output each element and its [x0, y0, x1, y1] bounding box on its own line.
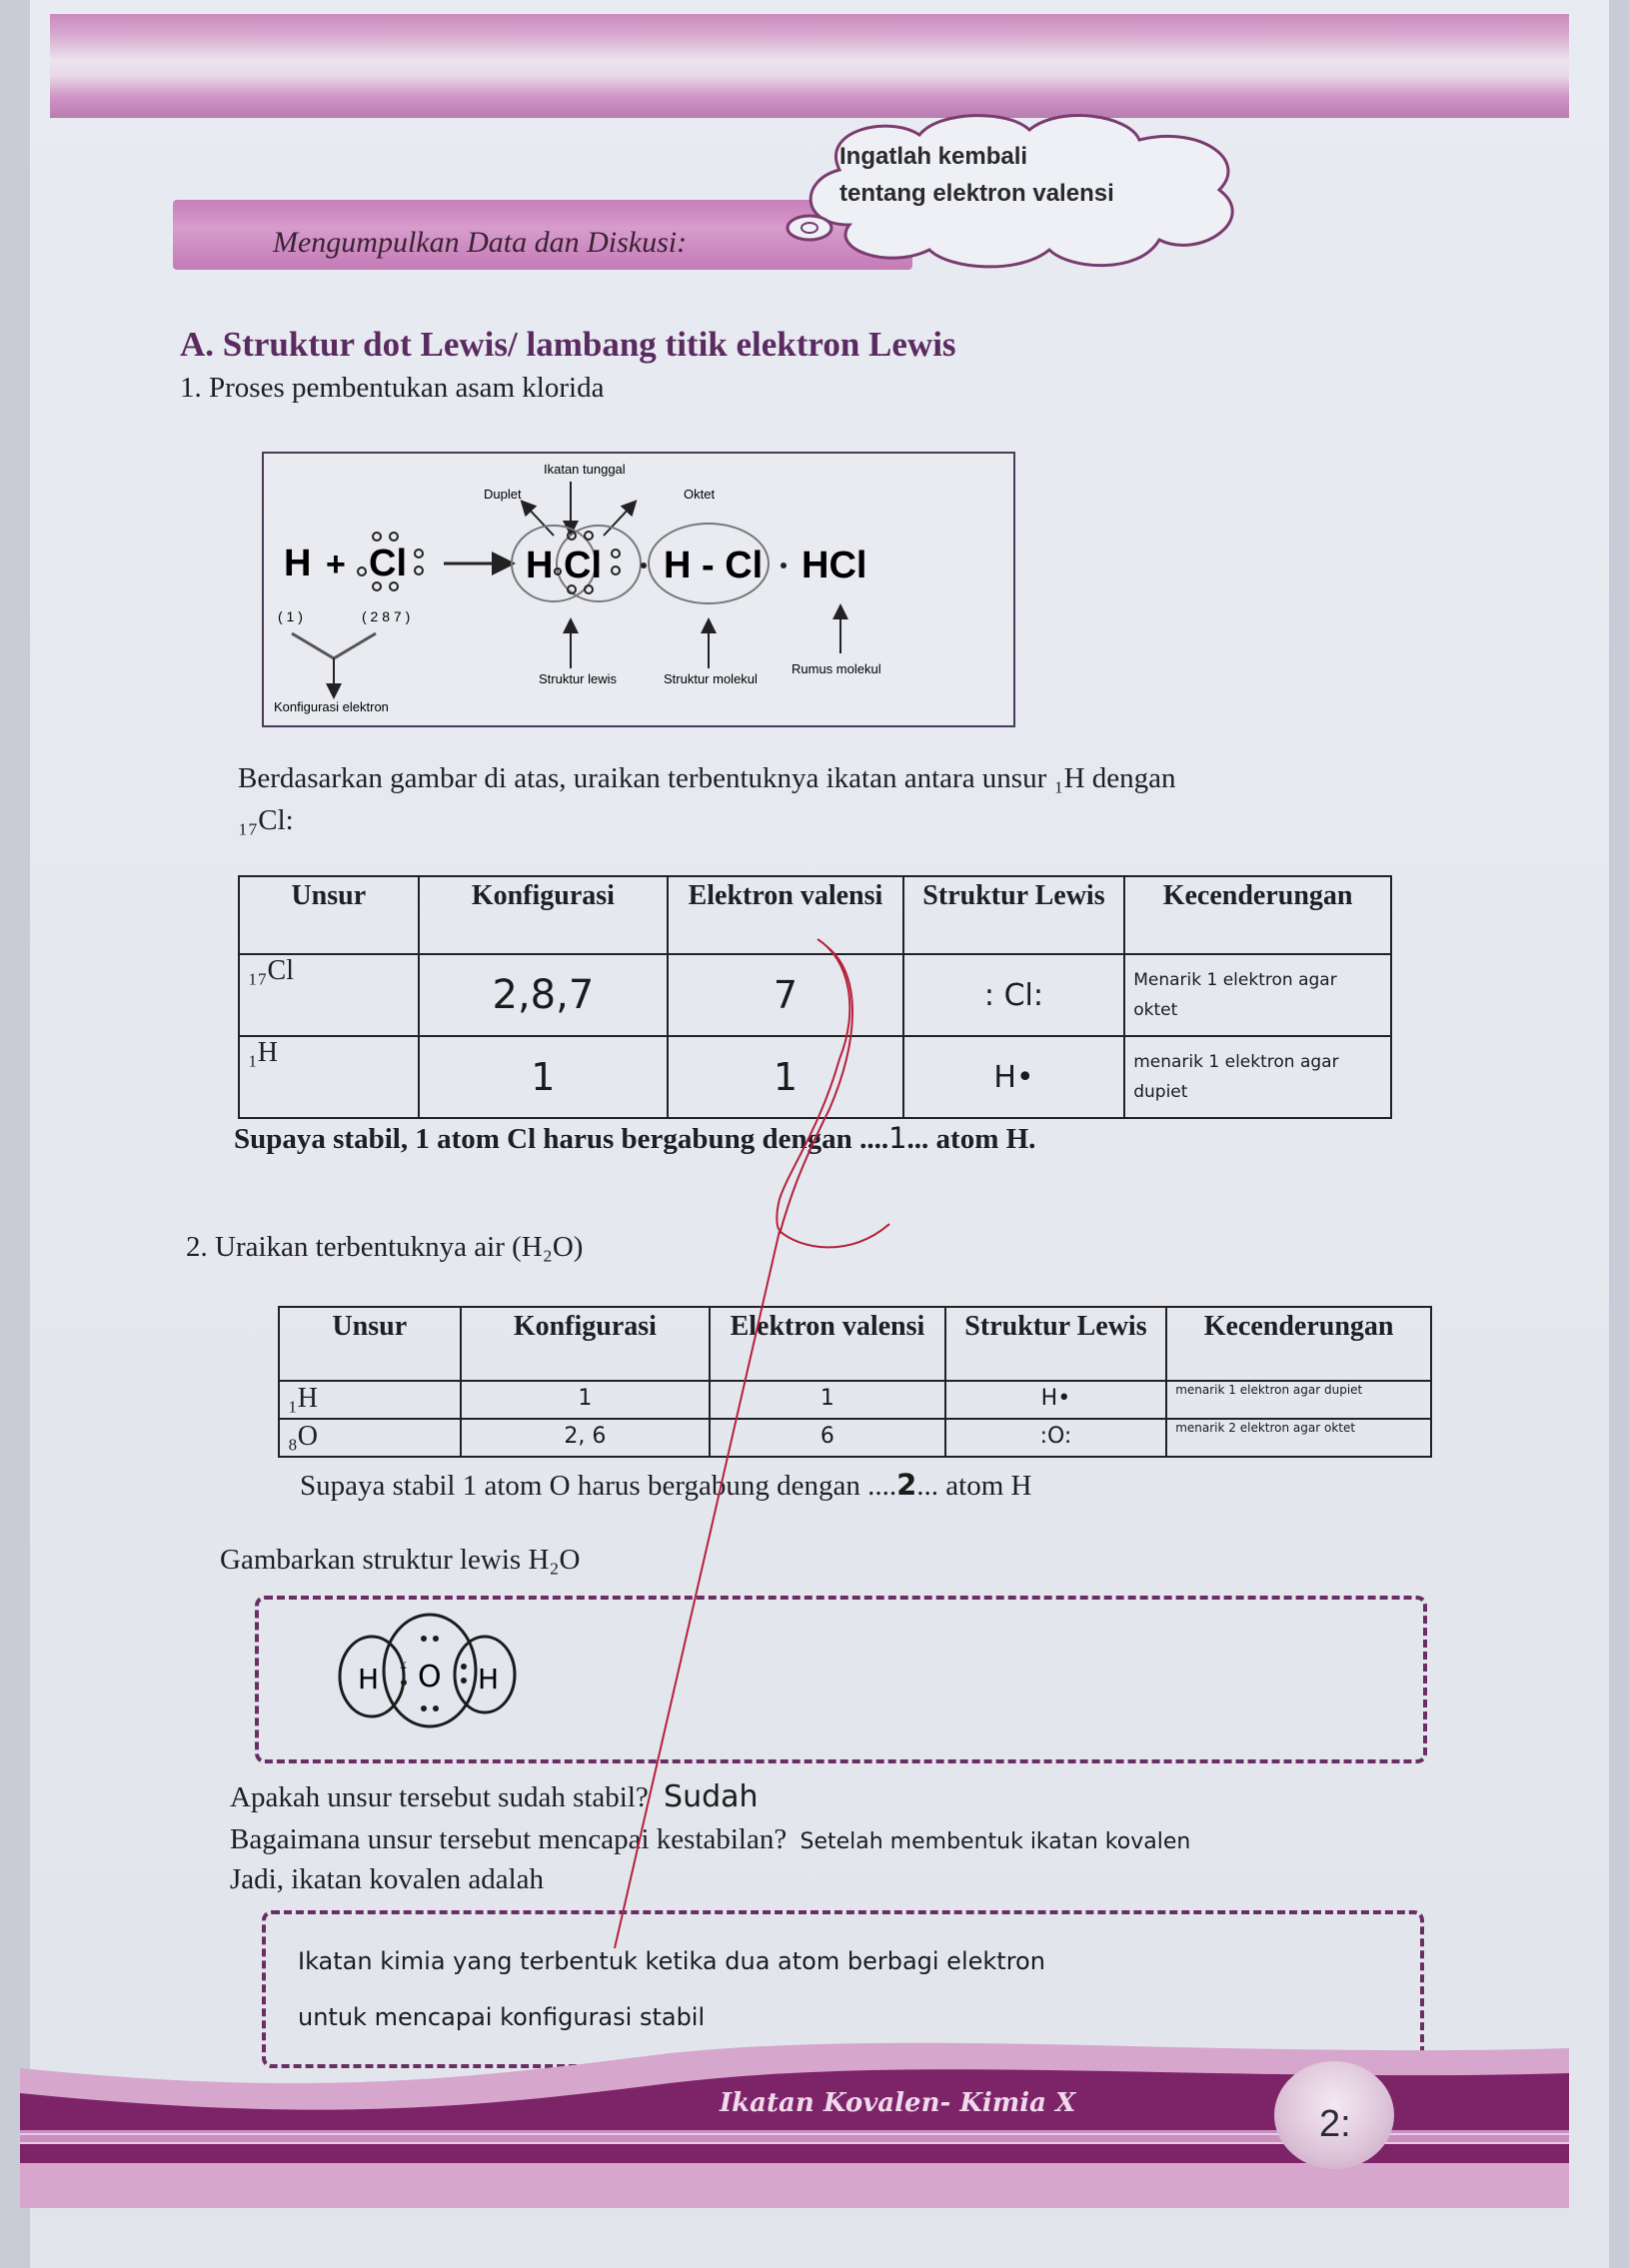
- label-duplet: Duplet: [484, 487, 522, 502]
- page-number: 2:: [1319, 2103, 1351, 2145]
- header-struktur-lewis: Struktur Lewis: [945, 1307, 1167, 1381]
- h2o-lewis-drawing: [330, 1609, 530, 1738]
- reactant-cl: Cl: [369, 543, 407, 584]
- config-cl: ( 2 8 7 ): [362, 608, 411, 624]
- footer-title: Ikatan Kovalen- Kimia X: [720, 2088, 1076, 2118]
- cell-unsur: ₁₇Cl: [239, 954, 419, 1036]
- table-row: [239, 954, 1391, 1036]
- cell-konfigurasi[interactable]: 2,8,7: [419, 954, 669, 1036]
- cell-konfigurasi[interactable]: 2, 6: [461, 1419, 711, 1457]
- section-a-title: A. Struktur dot Lewis/ lambang titik elektron Lewis: [180, 325, 956, 364]
- conclusion-1-pre: Supaya stabil, 1 atom Cl harus bergabung dengan ....: [234, 1123, 889, 1155]
- header-konfigurasi: Konfigurasi: [419, 876, 669, 954]
- header-kecenderungan: Kecenderungan: [1124, 876, 1391, 954]
- cell-kecenderungan[interactable]: menarik 2 elektron agar oktet: [1166, 1419, 1431, 1457]
- cell-konfigurasi[interactable]: 1: [461, 1381, 711, 1419]
- conclusion-2-answer[interactable]: 2: [896, 1468, 917, 1502]
- item-2-title: 2. Uraikan terbentuknya air (H₂O): [186, 1231, 584, 1263]
- cloud-line-2: tentang elektron valensi: [839, 180, 1114, 207]
- table-row: [279, 1381, 1431, 1419]
- question-1-line-1: Berdasarkan gambar di atas, uraikan terbentuknya ikatan antara unsur ₁H dengan: [238, 762, 1176, 794]
- drawing-o: O: [418, 1660, 442, 1695]
- q-stable-text: Apakah unsur tersebut sudah stabil?: [230, 1781, 649, 1813]
- cell-konfigurasi[interactable]: 1: [419, 1036, 669, 1118]
- definition-answer[interactable]: [298, 1933, 1045, 2045]
- drawing-h-left: H: [358, 1663, 380, 1696]
- question-def: Jadi, ikatan kovalen adalah: [230, 1863, 545, 1895]
- section-banner-title: Mengumpulkan Data dan Diskusi:: [273, 226, 688, 259]
- a-how-answer[interactable]: Setelah membentuk ikatan kovalen: [800, 1829, 1191, 1854]
- label-oktet: Oktet: [684, 487, 716, 502]
- conclusion-1-post: ... atom H.: [906, 1123, 1036, 1155]
- header-struktur-lewis: Struktur Lewis: [903, 876, 1125, 954]
- label-ikatan-tunggal: Ikatan tunggal: [544, 462, 626, 477]
- cell-lewis[interactable]: H•: [903, 1036, 1125, 1118]
- config-h: ( 1 ): [278, 608, 303, 624]
- cell-unsur: ₁H: [239, 1036, 419, 1118]
- label-struktur-molekul: Struktur molekul: [664, 671, 758, 686]
- header-unsur: Unsur: [279, 1307, 461, 1381]
- cell-unsur: ₁H: [279, 1381, 461, 1419]
- plus-sign: +: [326, 546, 346, 583]
- label-konfigurasi-elektron: Konfigurasi elektron: [274, 699, 389, 714]
- table-h2o: [278, 1306, 1432, 1458]
- table-row: [279, 1419, 1431, 1457]
- cell-kecenderungan[interactable]: menarik 1 elektron agar dupiet: [1124, 1036, 1391, 1118]
- cell-kecenderungan[interactable]: Menarik 1 elektron agar oktet: [1124, 954, 1391, 1036]
- struct-h-cl: H - Cl: [664, 545, 764, 586]
- cell-unsur: ₈O: [279, 1419, 461, 1457]
- svg-text:x: x: [400, 1658, 407, 1673]
- label-struktur-lewis: Struktur lewis: [539, 671, 618, 686]
- cell-valensi[interactable]: 6: [710, 1419, 944, 1457]
- header-elektron-valensi: Elektron valensi: [710, 1307, 944, 1381]
- cell-lewis[interactable]: : Cl:: [903, 954, 1125, 1036]
- drawing-h-right: H: [478, 1663, 500, 1696]
- lewis-h: H: [526, 545, 554, 586]
- definition-line-2: untuk mencapai konfigurasi stabil: [298, 2003, 706, 2031]
- lewis-cl: Cl: [564, 545, 602, 586]
- table-header-row: [239, 876, 1391, 954]
- item-1-title: 1. Proses pembentukan asam klorida: [180, 372, 605, 404]
- cell-valensi[interactable]: 1: [710, 1381, 944, 1419]
- cloud-line-1: Ingatlah kembali: [839, 143, 1028, 170]
- header-kecenderungan: Kecenderungan: [1166, 1307, 1431, 1381]
- question-1-prompt: [238, 757, 1437, 841]
- cloud-text: [839, 138, 1114, 212]
- conclusion-1-answer[interactable]: 1: [888, 1121, 907, 1155]
- question-1-line-2: ₁₇Cl:: [238, 804, 294, 836]
- conclusion-2-pre: Supaya stabil 1 atom O harus bergabung dengan ....: [300, 1470, 897, 1502]
- formula-hcl: HCl: [802, 545, 867, 586]
- a-stable-answer[interactable]: Sudah: [664, 1779, 759, 1814]
- question-stable: [230, 1776, 759, 1818]
- cell-lewis[interactable]: H•: [945, 1381, 1167, 1419]
- label-rumus-molekul: Rumus molekul: [792, 661, 881, 676]
- conclusion-2: [300, 1464, 1031, 1507]
- header-elektron-valensi: Elektron valensi: [668, 876, 902, 954]
- cell-valensi[interactable]: 7: [668, 954, 902, 1036]
- definition-line-1: Ikatan kimia yang terbentuk ketika dua atom berbagi elektron: [298, 1947, 1045, 1975]
- draw-prompt: Gambarkan struktur lewis H₂O: [220, 1544, 581, 1576]
- table-header-row: [279, 1307, 1431, 1381]
- cell-lewis[interactable]: :O:: [945, 1419, 1167, 1457]
- header-konfigurasi: Konfigurasi: [461, 1307, 711, 1381]
- cell-valensi[interactable]: 1: [668, 1036, 902, 1118]
- question-how: [230, 1818, 1190, 1863]
- reactant-h: H: [284, 543, 312, 584]
- table-row: [239, 1036, 1391, 1118]
- cell-kecenderungan[interactable]: menarik 1 elektron agar dupiet: [1166, 1381, 1431, 1419]
- header-band: [50, 14, 1569, 118]
- conclusion-2-post: ... atom H: [916, 1470, 1032, 1502]
- q-how-text: Bagaimana unsur tersebut mencapai kestabilan?: [230, 1823, 788, 1855]
- header-unsur: Unsur: [239, 876, 419, 954]
- table-hcl: [238, 875, 1392, 1119]
- conclusion-1: [234, 1117, 1035, 1160]
- hcl-formation-figure: [262, 452, 1015, 727]
